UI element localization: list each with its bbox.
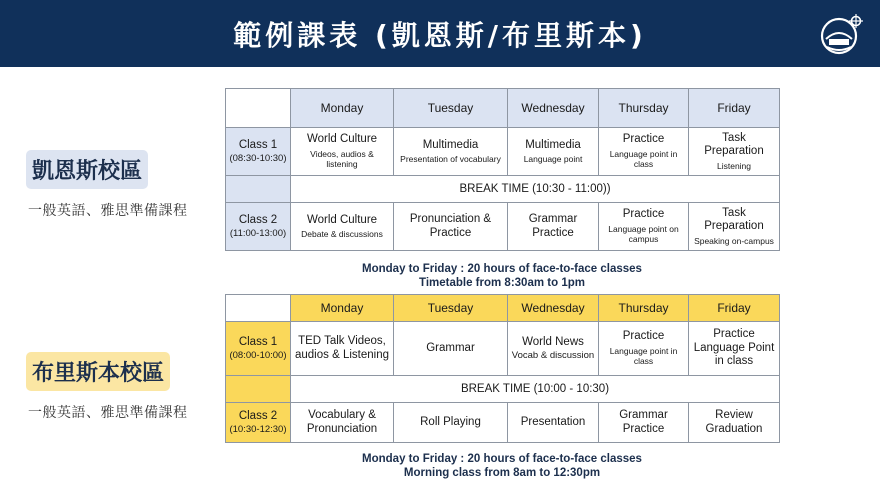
lesson-cell [689, 322, 780, 376]
lesson-title: Multimedia [422, 138, 479, 151]
class2-row [226, 403, 780, 443]
lesson-title: Review Graduation [705, 409, 763, 435]
lesson-title: Presentation [520, 415, 586, 428]
footnote-hours: Monday to Friday : 20 hours of face-to-face classes [362, 453, 642, 465]
lesson-cell [689, 403, 780, 443]
lesson-detail: Videos, audios & listening [310, 148, 374, 170]
lesson-cell [291, 203, 394, 251]
lesson-cell [689, 203, 780, 251]
lesson-title: TED Talk Videos, audios & Listening [295, 335, 389, 361]
class1-row [226, 128, 780, 176]
lesson-detail: Language point in class [609, 148, 678, 170]
lesson-title: World Culture [306, 213, 378, 226]
brisbane-footnote [225, 452, 779, 480]
lesson-title: Task Preparation [704, 131, 764, 158]
lesson-cell [394, 403, 508, 443]
lesson-title: Practice [622, 208, 665, 221]
class2-label-cell [226, 403, 291, 443]
corner-cell [226, 89, 291, 128]
class2-row [226, 203, 780, 251]
break-label-cell [226, 176, 291, 203]
lesson-title: Grammar [426, 341, 475, 354]
lesson-cell [394, 128, 508, 176]
lesson-title: Practice Language Point in class [693, 328, 775, 368]
lesson-detail: Listening [716, 160, 752, 171]
lesson-detail: Speaking on-campus [694, 235, 774, 246]
lesson-title: World News [522, 335, 584, 348]
class-time: (11:00-13:00) [229, 227, 287, 239]
lesson-title: Grammar Practice [619, 409, 668, 435]
break-label-cell [226, 376, 291, 403]
lesson-detail: Language point in class [609, 345, 678, 367]
class1-label-cell [226, 322, 291, 376]
lesson-cell [508, 128, 599, 176]
lesson-title: Pronunciation & Practice [409, 213, 492, 239]
break-row [226, 376, 780, 403]
footnote-timetable: Timetable from 8:30am to 1pm [419, 277, 585, 289]
lesson-title: Grammar Practice [528, 213, 578, 239]
day-header-friday: Friday [689, 295, 780, 322]
timetable-header-row [226, 295, 780, 322]
page-title: 範例課表 (凱恩斯/布里斯本) [233, 18, 647, 52]
header-bar [0, 0, 880, 67]
class2-label-cell [226, 203, 291, 251]
lesson-cell [394, 203, 508, 251]
lesson-cell [599, 203, 689, 251]
lesson-cell [689, 128, 780, 176]
break-row [226, 176, 780, 203]
cairns-footnote [225, 262, 779, 290]
day-header-monday: Monday [291, 295, 394, 322]
timetable-header-row [226, 89, 780, 128]
class-label: Class 1 [238, 335, 278, 348]
day-header-monday: Monday [291, 89, 394, 128]
lesson-cell [394, 322, 508, 376]
lesson-cell [599, 403, 689, 443]
day-header-tuesday: Tuesday [394, 89, 508, 128]
lesson-title: Practice [622, 133, 665, 146]
class1-label-cell [226, 128, 291, 176]
brisbane-campus-subtitle: 一般英語、雅思準備課程 [28, 405, 188, 421]
class1-row [226, 322, 780, 376]
lesson-title: World Culture [306, 133, 378, 146]
lesson-title: Practice [622, 330, 665, 343]
lesson-cell [599, 128, 689, 176]
cairns-campus-badge: 凱恩斯校區 [26, 150, 148, 189]
day-header-tuesday: Tuesday [394, 295, 508, 322]
lesson-cell [508, 403, 599, 443]
day-header-thursday: Thursday [599, 295, 689, 322]
class-label: Class 2 [238, 213, 278, 226]
lesson-cell [508, 203, 599, 251]
break-time-cell: BREAK TIME (10:30 - 11:00)) [291, 176, 780, 203]
school-logo-icon [820, 13, 864, 55]
lesson-detail: Presentation of vocabulary [400, 154, 501, 164]
class-label: Class 2 [238, 409, 278, 422]
lesson-cell [508, 322, 599, 376]
day-header-friday: Friday [689, 89, 780, 128]
lesson-title: Vocabulary & Pronunciation [306, 409, 378, 435]
lesson-detail: Debate & discussions [301, 229, 383, 239]
lesson-title: Multimedia [525, 138, 581, 151]
class-time: (10:30-12:30) [229, 423, 287, 435]
class-time: (08:00-10:00) [229, 349, 287, 361]
lesson-cell [291, 403, 394, 443]
footnote-timetable: Morning class from 8am to 12:30pm [403, 467, 601, 479]
lesson-cell [599, 322, 689, 376]
cairns-campus-subtitle: 一般英語、雅思準備課程 [28, 203, 188, 219]
lesson-title: Task Preparation [704, 206, 764, 233]
day-header-wednesday: Wednesday [508, 295, 599, 322]
class-label: Class 1 [238, 138, 278, 151]
class-time: (08:30-10:30) [229, 152, 287, 164]
footnote-hours: Monday to Friday : 20 hours of face-to-face classes [362, 263, 642, 275]
day-header-wednesday: Wednesday [508, 89, 599, 128]
day-header-thursday: Thursday [599, 89, 689, 128]
lesson-detail: Vocab & discussion [511, 350, 595, 361]
corner-cell [226, 295, 291, 322]
cairns-timetable [225, 88, 780, 251]
lesson-cell [291, 128, 394, 176]
lesson-detail: Language point on campus [608, 223, 679, 245]
lesson-cell [291, 322, 394, 376]
lesson-detail: Language point [523, 154, 583, 164]
lesson-title: Roll Playing [420, 415, 481, 428]
break-time-cell: BREAK TIME (10:00 - 10:30) [291, 376, 780, 403]
brisbane-timetable [225, 294, 780, 443]
brisbane-campus-badge: 布里斯本校區 [26, 352, 170, 391]
